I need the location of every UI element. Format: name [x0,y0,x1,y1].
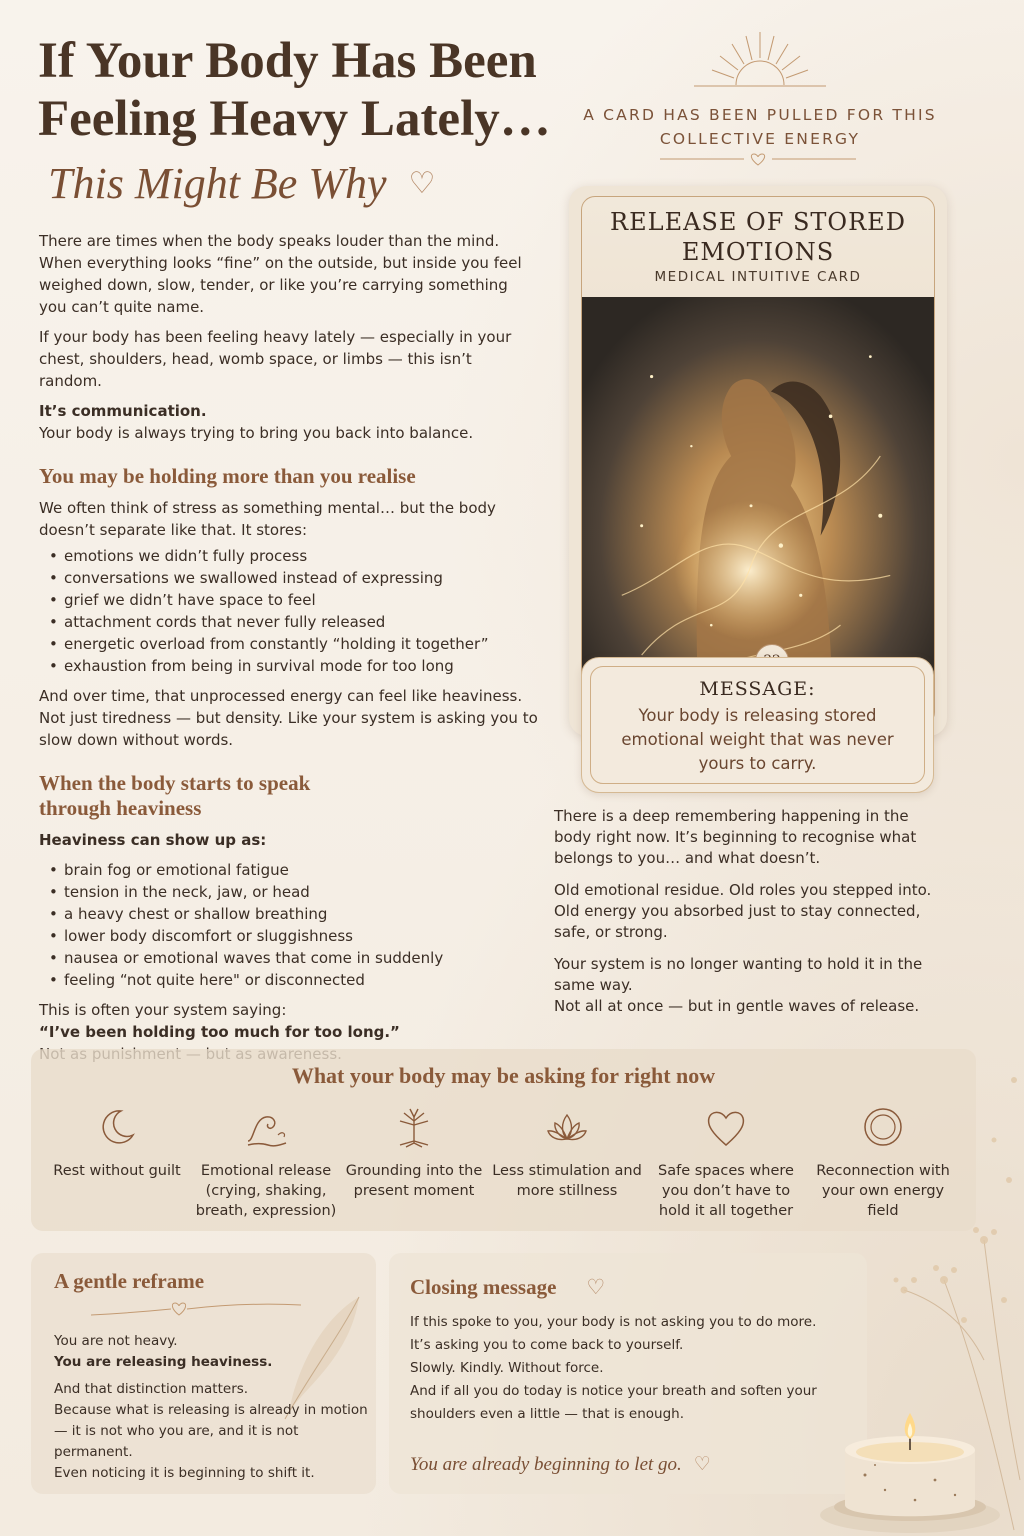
list-item: • a heavy chest or shallow breathing [49,903,539,925]
reframe-body [54,1331,374,1490]
ask-label: Safe spaces where you don’t have to hold it all together [658,1163,794,1219]
reframe-panel [31,1253,376,1494]
right-line-4: Not all at once — but in gentle waves of release. [554,997,920,1015]
section2-lead: Heaviness can show up as: [39,831,267,849]
closing-line-4: And if all you do today is notice your breath and soften your shoulders even a little — that is enough. [410,1383,817,1422]
reframe-line-2 [54,1379,374,1484]
closing-line-2: It’s asking you to come back to yourself. [410,1337,684,1353]
list-item: • grief we didn’t have space to feel [49,589,539,611]
message-heading: MESSAGE: [699,678,816,700]
message-box [581,657,934,793]
ask-label: Emotional release (crying, shaking, breath, expression) [195,1163,337,1219]
outro-quote: “I’ve been holding too much for too long.” [39,1023,400,1041]
card-subtitle: MEDICAL INTUITIVE CARD [654,269,862,285]
closing-sign-text: You are already beginning to let go. [410,1453,682,1475]
ask-label: Rest without guilt [53,1163,181,1179]
moon-icon [95,1105,139,1149]
sunrise-icon [690,30,830,92]
section1-outro: And over time, that unprocessed energy can feel like heaviness. Not just tiredness — but density. Like your system is asking you to slow down without words. [39,687,538,749]
ask-item-release [191,1105,341,1221]
ask-item-stillness [492,1105,642,1201]
heart-icon: ♡ [408,167,436,200]
closing-panel [389,1253,867,1494]
card-frame [581,196,935,726]
outro-line-1: This is often your system saying: [39,1001,287,1019]
ask-item-grounding [339,1105,489,1201]
ask-label: Grounding into the present moment [345,1163,483,1199]
section-heading-holding: You may be holding more than you realise [39,464,416,488]
candle-decoration [815,1395,1015,1536]
list-item: • tension in the neck, jaw, or head [49,881,539,903]
card-title: RELEASE OF STORED EMOTIONS [610,208,906,266]
closing-line-3: Slowly. Kindly. Without force. [410,1360,604,1376]
list-item: • brain fog or emotional fatigue [49,859,539,881]
reframe-not-heavy: You are not heavy. [54,1333,178,1349]
oracle-card [569,186,947,736]
closing-title: Closing message [410,1275,557,1299]
intro-paragraph-1: There are times when the body speaks louder than the mind. When everything looks “fine” on the outside, but inside you feel weighed down, slow, tender, or like you’re carrying something you can’t quite name. [39,232,522,316]
reframe-line-1 [54,1331,374,1373]
wave-icon [244,1105,288,1149]
message-frame [590,666,925,784]
section1-lead: We often think of stress as something mental… but the body doesn’t separate like that. It stores: [39,499,496,539]
heart-icon: ♡ [693,1454,711,1475]
left-column [39,230,539,1073]
stores-list [49,545,539,677]
lotus-icon [545,1105,589,1149]
divider-heart-icon [660,152,856,168]
reframe-motion: Because what is releasing is already in motion — it is not who you are, and it is not permanent. [54,1402,368,1460]
page-title: If Your Body Has Been Feeling Heavy Lately… [38,33,551,147]
list-item: • feeling “not quite here" or disconnected [49,969,539,991]
reframe-bold: You are releasing heaviness. [54,1354,273,1370]
ask-item-safe-spaces [651,1105,801,1221]
closing-title-row [410,1275,605,1300]
list-item: • energetic overload from constantly “holding it together” [49,633,539,655]
ask-label: Reconnection with your own energy field [816,1163,950,1219]
right-line-3: Your system is no longer wanting to hold it in the same way. [554,955,923,994]
list-item: • exhaustion from being in survival mode for too long [49,655,539,677]
list-item: • attachment cords that never fully released [49,611,539,633]
closing-line-1: If this spoke to you, your body is not asking you to do more. [410,1314,817,1330]
heaviness-list [49,859,539,991]
card-pulled-caption: A CARD HAS BEEN PULLED FOR THIS COLLECTIVE ENERGY [583,106,937,148]
closing-body [410,1311,840,1426]
right-paragraph-1: There is a deep remembering happening in the body right now. It’s beginning to recognise what belongs to you… and what doesn’t. [554,807,917,867]
reframe-distinction: And that distinction matters. [54,1381,249,1397]
list-item: • emotions we didn’t fully process [49,545,539,567]
list-item: • nausea or emotional waves that come in suddenly [49,947,539,969]
list-item: • lower body discomfort or sluggishness [49,925,539,947]
section-heading-speak: When the body starts to speak through heaviness [39,771,311,820]
reframe-title: A gentle reframe [54,1269,205,1293]
intro-text: Your body is always trying to bring you back into balance. [39,424,474,442]
intro-paragraph-3 [39,400,539,444]
intro-bold: It’s communication. [39,402,207,420]
ask-item-rest [42,1105,192,1181]
asking-title: What your body may be asking for right now [291,1063,716,1088]
reframe-shift: Even noticing it is beginning to shift it. [54,1465,315,1481]
subtitle-text: This Might Be Why [48,159,387,208]
heart-swirl-icon [91,1297,301,1319]
asking-panel [31,1049,976,1231]
right-paragraph-2: Old emotional residue. Old roles you stepped into. Old energy you absorbed just to stay connected, safe, or strong. [554,881,932,941]
heart-icon: ♡ [586,1275,606,1299]
heart-icon [704,1105,748,1149]
tree-icon [392,1105,436,1149]
list-item: • conversations we swallowed instead of expressing [49,567,539,589]
message-text: Your body is releasing stored emotional weight that was never yours to carry. [621,706,894,773]
closing-signoff [410,1453,711,1476]
ask-label: Less stimulation and more stillness [492,1163,642,1199]
page-subtitle [48,158,518,209]
intro-paragraph-2: If your body has been feeling heavy lately — especially in your chest, shoulders, head, womb space, or limbs — this isn’t random. [39,328,512,390]
